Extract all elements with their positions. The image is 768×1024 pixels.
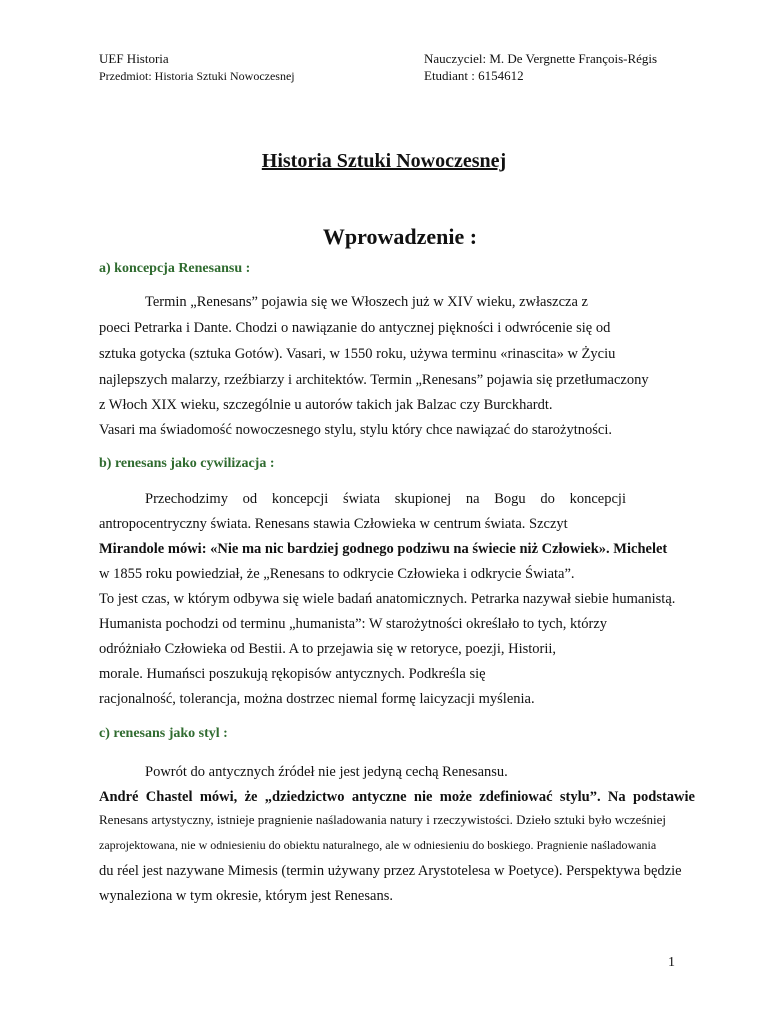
paragraph-line: w 1855 roku powiedział, że „Renesans to odkrycie Człowieka i odkrycie Świata”.: [99, 566, 575, 582]
paragraph-line: najlepszych malarzy, rzeźbiarzy i architektów. Termin „Renesans” pojawia się przetłumaczony: [99, 372, 649, 388]
paragraph-line: morale. Humańsci poszukują rękopisów antycznych. Podkreśla się: [99, 666, 486, 682]
paragraph-line: sztuka gotycka (sztuka Gotów). Vasari, w 1550 roku, używa terminu «rinascita» w Życiu: [99, 346, 616, 362]
paragraph-line: du réel jest nazywane Mimesis (termin używany przez Arystotelesa w Poetyce). Perspektywa będzie: [99, 863, 682, 879]
header-subject: Przedmiot: Historia Sztuki Nowoczesnej: [99, 69, 295, 83]
quote-mirandole: Mirandole mówi: «Nie ma nic bardziej godnego podziwu na świecie niż Człowiek». Michelet: [99, 541, 668, 557]
paragraph-line: odróżniało Człowieka od Bestii. A to przejawia się w retoryce, poezji, Historii,: [99, 641, 557, 657]
paragraph-line: poeci Petrarka i Dante. Chodzi o nawiązanie do antycznej piękności i odwrócenie się od: [99, 320, 611, 336]
paragraph-line: Przechodzimy od koncepcji świata skupionej na Bogu do koncepcji: [145, 491, 626, 507]
document-title: Historia Sztuki Nowoczesnej: [261, 150, 507, 172]
quote-chastel: André Chastel mówi, że „dziedzictwo antyczne nie może zdefiniować stylu”. Na podstawie: [99, 789, 695, 805]
paragraph-line: Vasari ma świadomość nowoczesnego stylu, stylu który chce nawiązać do starożytności.: [99, 422, 612, 438]
paragraph-line: Powrót do antycznych źródeł nie jest jedyną cechą Renesansu.: [145, 764, 508, 780]
section-title-introduction: Wprowadzenie :: [322, 224, 478, 249]
paragraph-line: To jest czas, w którym odbywa się wiele badań anatomicznych. Petrarka nazywał siebie humanistą.: [99, 591, 676, 607]
section-heading-b: b) renesans jako cywilizacja :: [99, 456, 275, 471]
header-course: UEF Historia: [99, 51, 169, 66]
paragraph-line-bold: [99, 788, 695, 806]
paragraph-line: antropocentryczny świata. Renesans stawia Człowieka w centrum świata. Szczyt: [99, 516, 568, 532]
paragraph-line: zaprojektowana, nie w odniesieniu do obiektu naturalnego, ale w odniesieniu do boskiego. Pragnienie naśladowania: [99, 838, 657, 852]
paragraph-line: Termin „Renesans” pojawia się we Włoszech już w XIV wieku, zwłaszcza z: [145, 294, 588, 310]
paragraph-line: z Włoch XIX wieku, szczególnie u autorów takich jak Balzac czy Burckhardt.: [99, 397, 553, 413]
page-number: 1: [668, 955, 675, 970]
paragraph-line-bold: [99, 540, 667, 558]
section-heading-c: c) renesans jako styl :: [99, 726, 228, 741]
section-heading-a: a) koncepcja Renesansu :: [99, 261, 251, 276]
paragraph-line: Renesans artystyczny, istnieje pragnienie naśladowania natury i rzeczywistości. Dzieło sztuki było wcześniej: [99, 812, 666, 827]
header-teacher: Nauczyciel: M. De Vergnette François-Régis: [424, 51, 658, 66]
paragraph-line: Humanista pochodzi od terminu „humanista”: W starożytności określało to tych, którzy: [99, 616, 608, 632]
paragraph-line: racjonalność, tolerancja, można dostrzec niemal formę laicyzacji myślenia.: [99, 691, 535, 707]
paragraph-line: wynaleziona w tym okresie, którym jest Renesans.: [99, 888, 393, 904]
header-student-id: Etudiant : 6154612: [424, 68, 524, 83]
